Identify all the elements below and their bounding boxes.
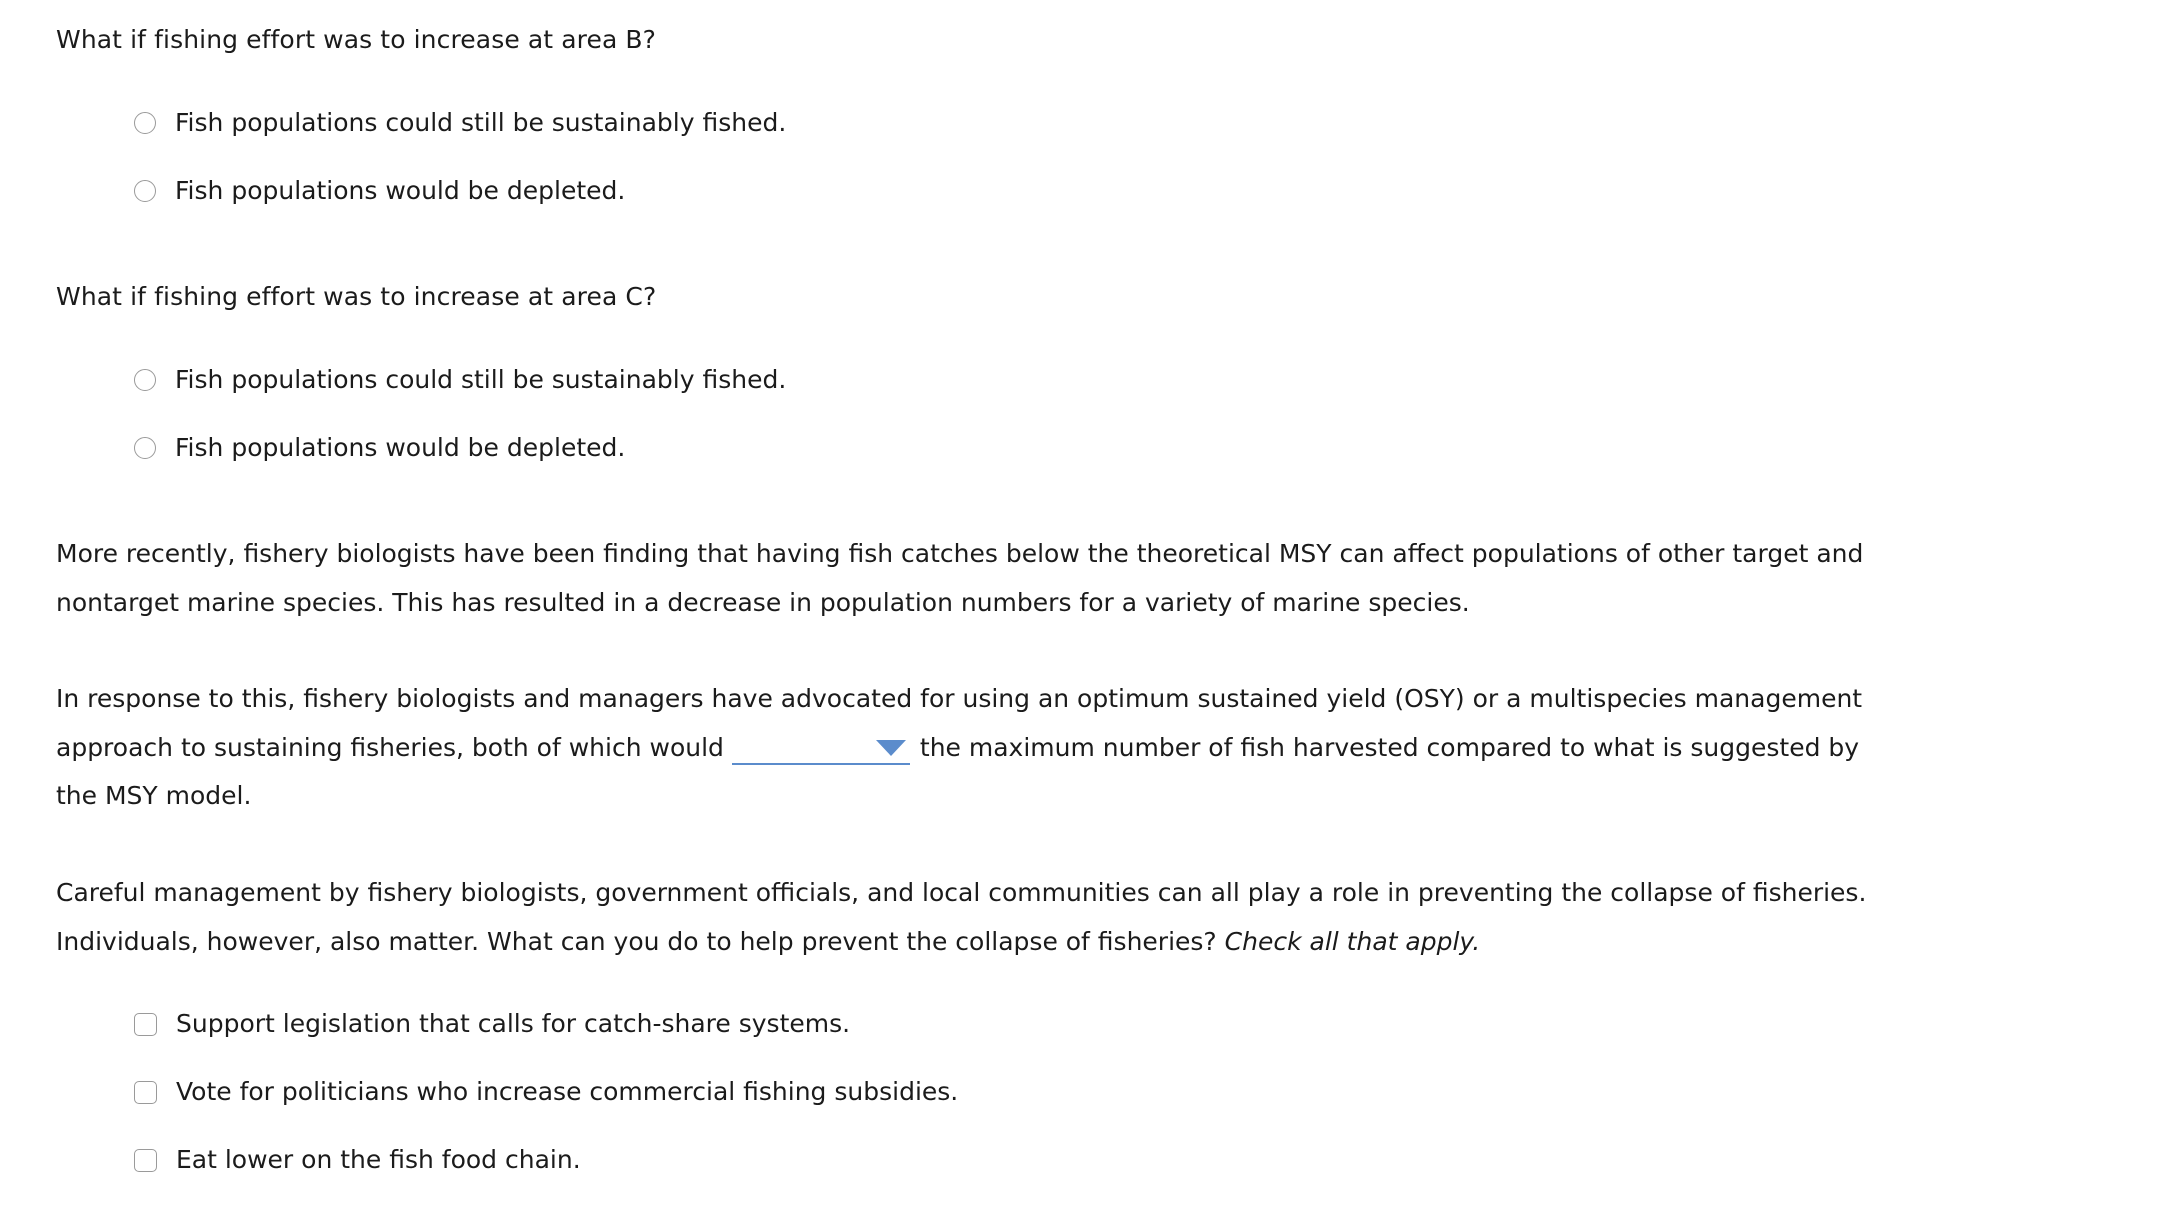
checkbox-label: Eat lower on the fish food chain.	[176, 1145, 581, 1174]
checkbox[interactable]	[134, 1149, 157, 1172]
osy-text-before: In response to this, fishery biologists and managers have advocated for using an optimum sustained yield (OSY) or a multispecies management approach to sustaining fisheries, both of which would	[56, 684, 1863, 762]
checkbox-item-subsidies[interactable]	[134, 1077, 958, 1107]
question-area-b: What if fishing effort was to increase at area B?	[56, 25, 657, 54]
checkbox-label: Vote for politicians who increase commercial fishing subsidies.	[176, 1077, 959, 1106]
option-b-sustainable[interactable]	[134, 108, 786, 138]
dropdown-arrow-icon[interactable]	[876, 740, 906, 756]
radio-button[interactable]	[134, 437, 156, 459]
checkbox-item-eat-lower[interactable]	[134, 1145, 581, 1175]
question-area-c: What if fishing effort was to increase at area C?	[56, 282, 657, 311]
check-all-instruction: Check all that apply.	[1224, 926, 1481, 956]
option-c-depleted[interactable]	[134, 433, 625, 463]
paragraph-osy	[56, 675, 1876, 821]
radio-button[interactable]	[134, 112, 156, 134]
checkbox[interactable]	[134, 1081, 157, 1104]
careful-text: Careful management by fishery biologists, government officials, and local communities can all play a role in preventing the collapse of fisheries. Individuals, however, also matter. What can you do to help prevent the collapse of fisheries?	[56, 878, 1867, 956]
option-label: Fish populations could still be sustainably fished.	[175, 108, 787, 137]
checkbox-label: Support legislation that calls for catch-share systems.	[176, 1009, 851, 1038]
osy-answer-dropdown[interactable]	[732, 733, 910, 765]
option-c-sustainable[interactable]	[134, 365, 786, 395]
option-label: Fish populations could still be sustainably fished.	[175, 365, 787, 394]
option-b-depleted[interactable]	[134, 176, 625, 206]
radio-button[interactable]	[134, 180, 156, 202]
radio-button[interactable]	[134, 369, 156, 391]
checkbox-item-catch-share[interactable]	[134, 1009, 850, 1039]
option-label: Fish populations would be depleted.	[175, 433, 626, 462]
option-label: Fish populations would be depleted.	[175, 176, 626, 205]
checkbox[interactable]	[134, 1013, 157, 1036]
osy-text-after: the maximum number of fish harvested compared to what is suggested by the MSY model.	[56, 732, 1860, 810]
paragraph-careful-management	[56, 869, 1876, 966]
paragraph-recent-findings: More recently, fishery biologists have been finding that having fish catches below the theoretical MSY can affect populations of other target and nontarget marine species. This has resulted in a decrease in population numbers for a variety of marine species.	[56, 539, 1864, 617]
